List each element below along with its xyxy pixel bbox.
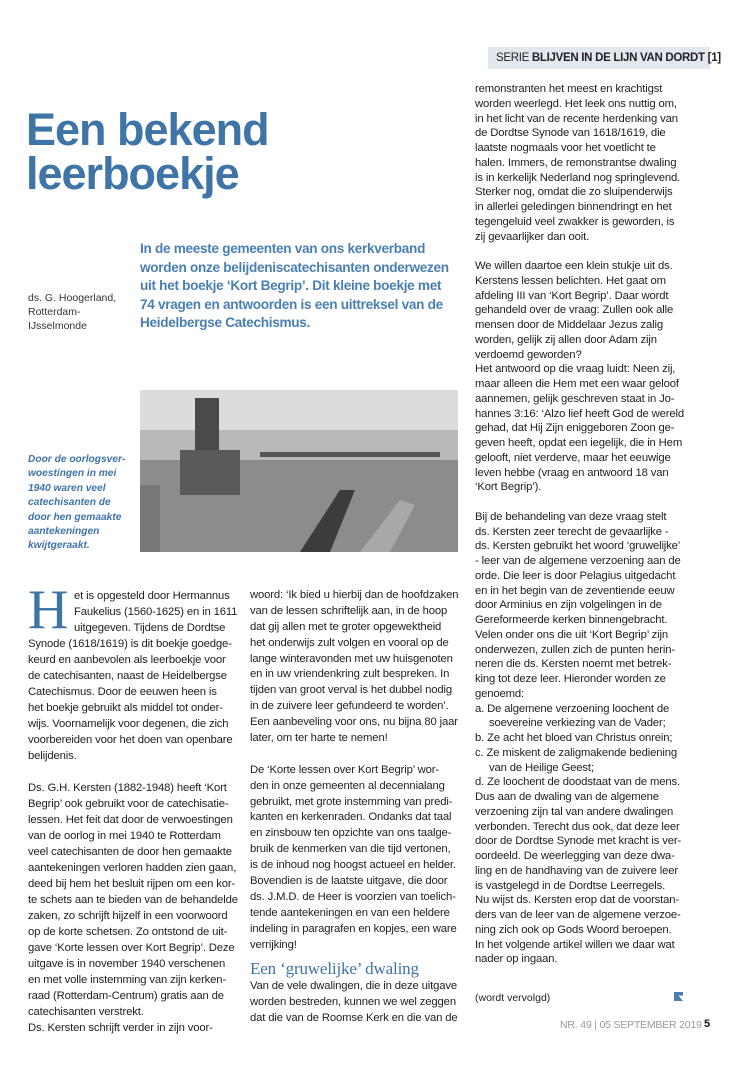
photo-caption [28, 453, 125, 554]
text-line: ling en de handhaving van de zuivere leer [475, 864, 678, 877]
drop-cap: H [28, 579, 69, 641]
text-line: geven heeft, opdat een iegelijk, die in Hem [475, 437, 683, 449]
text-line: Het antwoord op die vraag luidt: Neen zij, [475, 363, 676, 376]
text-line: verdoemd geworden? [475, 348, 582, 361]
text-line: te schets aan te bieden van de behandelde [28, 894, 238, 906]
text-line: king tot deze leer. Hieronder worden ze [475, 673, 666, 685]
text-line: aannemen, gelijk geschreven staat in Jo- [475, 392, 675, 405]
text-line: in de zuivere leer gefundeerd te worden’. [250, 700, 449, 713]
text-line: de Dordtse Synode van 1618/1619, die [475, 127, 666, 140]
title-line: Een bekend [26, 104, 269, 155]
text-line: en met volle instemming van zijn kerken- [28, 974, 227, 986]
text-line: verzoening zijn tal van andere dwalingen [475, 805, 674, 818]
body-column-2-continued [250, 979, 458, 1027]
series-label [488, 47, 721, 69]
text-line: Synode (1618/1619) is dit boekje goedge- [28, 638, 232, 650]
text-line: zaken, zo schrijft hijzelf in een voorwoord [28, 910, 228, 922]
text-line: bruik de kenmerken van die tijd vertonen, [250, 843, 451, 856]
text-line: Gereformeerde kerken binnengebracht. [475, 614, 668, 626]
text-line: uitgave is in november 1940 verschenen [28, 958, 226, 970]
text-line: en in uw vriendenkring zult bespreken. In [250, 668, 450, 681]
text-line: kanten en kerkenraden. Ondanks dat taal [250, 811, 452, 824]
text-line: door hen gemaakte [28, 511, 122, 523]
text-line: is de inhoud nog hoogst actueel en helder. [250, 859, 456, 872]
text-line: neren die ds. Kersten noemt met betrek- [475, 658, 672, 671]
text-line: Van de vele dwalingen, die in deze uitgave [250, 980, 458, 993]
text-line: tegengeluid veel zwakker is geworden, is [475, 215, 675, 228]
text-line: lessen. Het feit dat door de verwoestingen [28, 814, 233, 826]
text-line: IJsselmonde [28, 320, 87, 332]
text-line: verbonden. Terecht dus ook, dat deze leer [475, 820, 680, 833]
text-line: gehad, dat Hij Zijn eniggeboren Zoon ge- [475, 422, 675, 435]
text-line: c. Ze miskent de zaligmakende bediening [475, 746, 678, 759]
text-line: Catechismus. Door de eeuwen heen is [28, 686, 217, 698]
text-line: verrijking! [250, 938, 297, 951]
text-line: De ‘Korte lessen over Kort Begrip’ wor- [250, 763, 439, 776]
text-line: van de oorlog in mei 1940 te Rotterdam [28, 830, 221, 842]
text-line: ds. J.M.D. de Heer is voorzien van toelich- [250, 890, 456, 903]
body-column-2-wrapper [250, 588, 458, 1027]
text-line: gebruikt, met grote instemming van predi- [250, 795, 453, 808]
text-line: - leer van de algemene verzoening aan de [475, 555, 681, 567]
text-line: catechisanten verstrekt. [28, 1006, 144, 1018]
text-line: In de meeste gemeenten van ons kerkverband [140, 241, 426, 256]
text-line: onderwezen, zullen zich de punten herin- [475, 643, 675, 656]
text-line: Faukelius (1560-1625) en in 1611 [74, 606, 238, 618]
text-line: door Arminius en zijn volgelingen in de [475, 599, 662, 612]
text-line: Velen onder ons die uit ‘Kort Begrip’ zijn [475, 628, 668, 641]
text-line: op de korte schetsen. Zo ontstond de uit- [28, 926, 228, 938]
text-line: leven hebbe (vraag en antwoord 18 van [475, 466, 669, 479]
text-line: Bij de behandeling van deze vraag stelt [475, 510, 667, 523]
text-line: Bovendien is de laatste uitgave, die door [250, 875, 448, 888]
text-line: ders van de leer van de algemene verzoe- [475, 909, 681, 921]
series-prefix: SERIE [496, 52, 530, 64]
text-line: halen. Immers, de remonstrantse dwaling [475, 156, 677, 169]
text-line: oordeeld. De weerlegging van deze dwa- [475, 850, 675, 862]
text-line: voorbereiden voor het doen van openbare [28, 734, 233, 746]
to-be-continued-note: (wordt vervolgd) [475, 992, 551, 1004]
text-line: Een aanbeveling voor ons, nu bijna 80 jaar [250, 716, 458, 729]
photo-rotterdam-ruins [140, 390, 458, 552]
text-line: a. De algemene verzoening loochent de [475, 702, 670, 715]
text-line: Heidelbergse Catechismus. [140, 315, 311, 331]
text-line: 74 vragen en antwoorden is een uittreksel van de [140, 296, 443, 312]
text-line: gelooft, niet verderve, maar het eeuwige [475, 451, 671, 464]
text-line [28, 764, 238, 780]
body-column-1 [28, 579, 238, 1036]
text-line: lange winteravonden met uw huisgenoten [250, 652, 453, 665]
text-line: veel catechisanten de door hen gemaakte [28, 846, 232, 858]
text-line: woord: ‘Ik bied u hierbij dan de hoofdzaken [250, 589, 459, 601]
text-line: tijden van groot verval is het dubbel nodig [250, 684, 453, 697]
text-line: het onderwijs zult volgen en vooral op de [250, 636, 449, 649]
text-line: 1940 waren veel [28, 482, 106, 494]
text-line: worden bestreden, kunnen we wel zeggen [250, 996, 456, 1009]
text-line: den in onze gemeenten al decennialang [250, 779, 445, 792]
text-line: soevereine verkiezing van de Vader; [489, 717, 666, 730]
text-line: uit het boekje ‘Kort Begrip’. Dit kleine boekje met [140, 278, 442, 294]
text-line: de catechisanten, naast de Heidelbergse [28, 670, 227, 682]
text-line: ning zich ook op Gods Woord beroepen. [475, 923, 672, 936]
text-line: van de lessen schriftelijk aan, in de hoop [250, 604, 448, 617]
text-line [250, 747, 458, 763]
text-line: in het licht van de recente herdenking van [475, 112, 678, 125]
text-line: worden, gelijk zij allen door Adam zijn [475, 333, 657, 346]
section-heading: Een ‘gruwelijke’ dwaling [250, 959, 419, 979]
text-line: raad (Rotterdam-Centrum) gratis aan de [28, 990, 224, 1002]
text-line: worden weerlegd. Het leek ons nuttig om, [475, 97, 677, 110]
text-line: Kerstens lessen belichten. Het gaat om [475, 274, 666, 287]
text-line: tende aantekeningen en van een heldere [250, 906, 450, 919]
text-line: keurd en aanbevolen als leerboekje voor [28, 654, 226, 666]
text-line: worden onze belijdeniscatechisanten onderwezen [140, 259, 449, 275]
text-line: is in kerkelijk Nederland nog springlevend. [475, 171, 681, 184]
title-line: leerboekje [26, 148, 239, 199]
article-title [26, 104, 269, 199]
photo-illustration [140, 390, 458, 552]
text-line: door de Dordtse Synode met kracht is ver- [475, 835, 682, 848]
text-line: afdeling III van ‘Kort Begrip’. Daar wordt [475, 289, 669, 302]
text-line: nader op ingaan. [475, 953, 558, 966]
text-line: woestingen in mei [28, 468, 117, 480]
body-column-3 [475, 82, 684, 967]
text-line: aantekeningen [28, 526, 100, 538]
text-line: We willen daartoe een klein stukje uit ds. [475, 260, 673, 272]
text-line: Ds. Kersten schrijft verder in zijn voor- [28, 1022, 213, 1034]
text-line: Nu wijst ds. Kersten erop dat de voorstan- [475, 894, 680, 907]
text-line: in allerlei geledingen binnendringt en het [475, 201, 672, 213]
text-line: maar alleen die Hem met een waar geloof [475, 378, 679, 390]
text-line: wijs. Voornamelijk voor degenen, die zich [28, 718, 229, 730]
text-line: catechisanten de [28, 497, 111, 509]
text-line: van de Heilige Geest; [489, 761, 594, 774]
series-name: BLIJVEN IN DE LIJN VAN DORDT [1] [531, 52, 721, 64]
text-line: In het volgende artikel willen we daar wat [475, 938, 675, 951]
text-line [475, 495, 684, 510]
text-line: belijdenis. [28, 750, 77, 762]
text-line: gave ‘Korte lessen over Kort Begrip’. Deze [28, 942, 235, 954]
end-mark-icon [674, 992, 683, 1001]
text-line: en zinsbouw ten opzichte van ons taalge- [250, 827, 452, 840]
page-number: 5 [704, 1018, 711, 1030]
text-line: zij gevaarlijker dan ooit. [475, 230, 590, 243]
text-line: d. Ze loochent de doodstaat van de mens. [475, 776, 681, 789]
text-line: Begrip’ ook gebruikt voor de catechisatie- [28, 798, 229, 810]
byline [28, 291, 116, 333]
text-line: ds. G. Hoogerland, [28, 292, 117, 304]
text-line: ds. Kersten zeer terecht de gevaarlijke - [475, 525, 669, 538]
text-line: remonstranten het meest en krachtigst [475, 83, 663, 95]
issue-date: NR. 49 | 05 SEPTEMBER 2019 [560, 1019, 702, 1031]
text-line: et is opgesteld door Hermannus [74, 590, 230, 602]
text-line: indeling in paragrafen en kopjes, een ware [250, 922, 457, 935]
text-line: is vastgelegd in de Dordtse Leerregels. [475, 879, 666, 892]
text-line: later, om ter harte te nemen! [250, 732, 388, 745]
text-line: ds. Kersten gebruikt het woord ‘gruwelijke’ [475, 540, 681, 553]
text-line: en in het begin van de zeventiende eeuw [475, 584, 675, 597]
text-line: deed bij hem het besluit rijpen om een kor- [28, 878, 236, 890]
text-line: het boekje gebruikt als middel tot onder- [28, 702, 223, 714]
text-line: gehandeld over de vraag: Zullen ook alle [475, 304, 674, 317]
text-line: genoemd: [475, 687, 525, 700]
text-line: Door de oorlogsver- [28, 454, 126, 465]
text-line: uitgegeven. Tijdens de Dordtse [74, 622, 226, 634]
text-line: Rotterdam- [28, 306, 81, 318]
body-column-2 [250, 588, 458, 953]
text-line: Ds. G.H. Kersten (1882-1948) heeft ‘Kort [28, 782, 227, 794]
text-line: dat gij allen met te groter opgewektheid [250, 620, 442, 633]
text-line: dat die van de Roomse Kerk en die van de [250, 1012, 458, 1025]
text-line: kwijtgeraakt. [28, 540, 90, 552]
text-line: orde. Die leer is door Pelagius uitgedacht [475, 569, 676, 582]
text-line: ‘Kort Begrip’). [475, 481, 542, 494]
text-line: mensen door de Middelaar Jezus zalig [475, 319, 664, 331]
text-line: laatste nogmaals voor het voetlicht te [475, 142, 656, 154]
intro-lead [140, 240, 449, 333]
text-line [475, 244, 684, 259]
text-line: Sterker nog, omdat die zo sluipenderwijs [475, 186, 673, 199]
text-line: b. Ze acht het bloed van Christus onrein; [475, 732, 673, 744]
text-line: hannes 3:16: ‘Alzo lief heeft God de wereld [475, 407, 684, 420]
text-line: aantekeningen verloren hadden zien gaan, [28, 862, 237, 874]
text-line: Dus aan de dwaling van de algemene [475, 791, 659, 803]
